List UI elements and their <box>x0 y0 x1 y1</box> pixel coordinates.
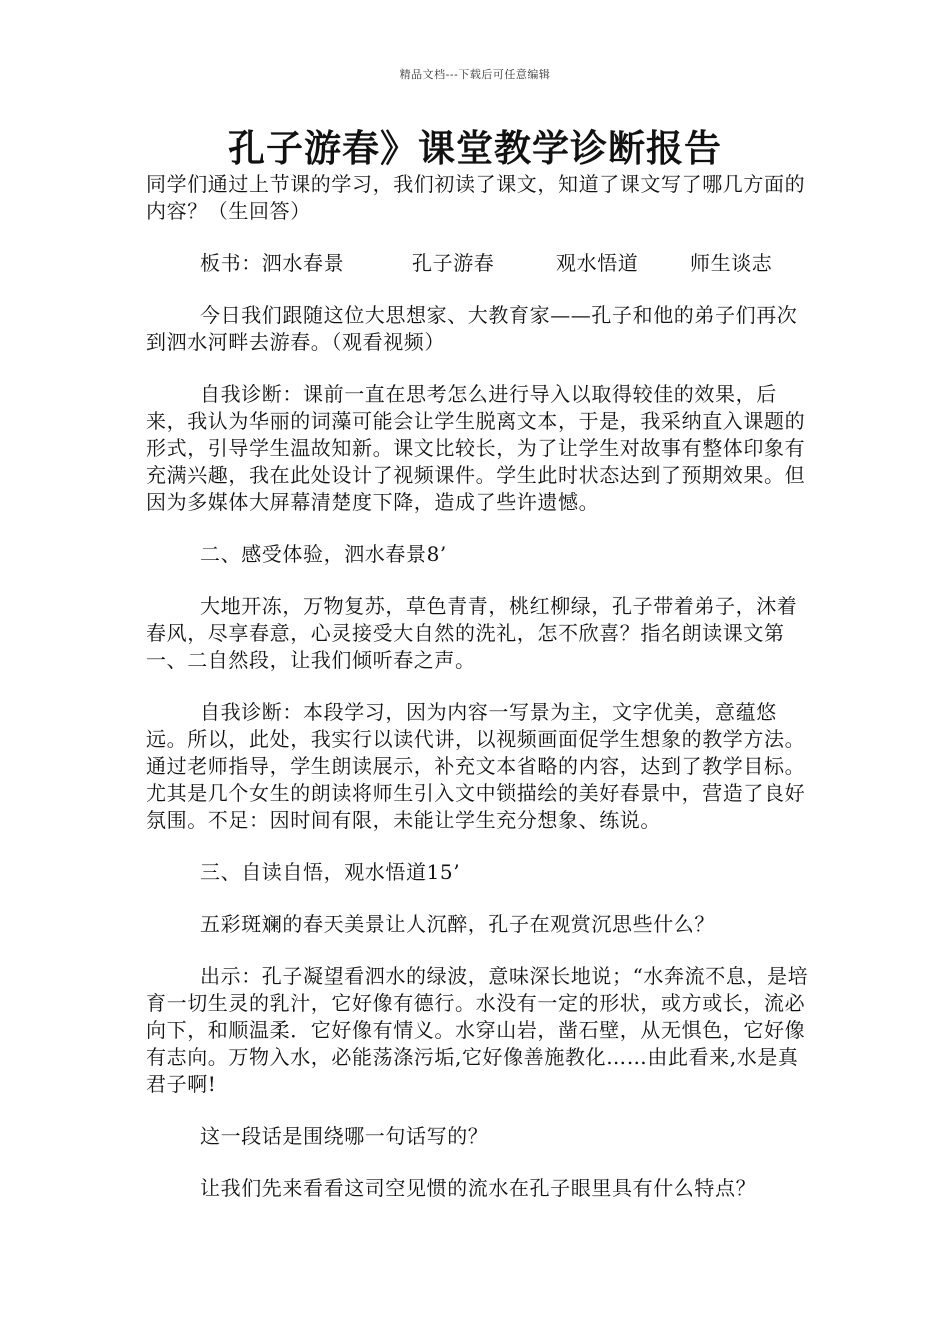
blackboard-outline <box>146 250 810 277</box>
document-body <box>146 171 810 1227</box>
board-item-2: 孔子游春 <box>412 251 495 275</box>
diagnosis-paragraph: 自我诊断：课前一直在思考怎么进行导入以取得较佳的效果，后来，我认为华丽的词藻可能会让学生脱离文本，于是，我采纳直入课题的形式，引导学生温故知新。课文比较长，为了让学生对故事有整体印象有充满兴趣，我在此处设计了视频课件。学生此时状态达到了预期效果。但因为多媒体大屏幕清楚度下降，造成了些许遗憾。 <box>146 382 806 514</box>
document-title: 孔子游春》课堂教学诊断报告 <box>228 126 722 170</box>
board-item-3: 观水悟道 <box>556 251 639 275</box>
quote-paragraph: 出示：孔子凝望看泗水的绿波，意味深长地说；“水奔流不息，是培育一切生灵的乳汁，它好像有德行。水没有一定的形状，或方或长，流必向下，和顺温柔．它好像有情义。水穿山岩，凿石壁，从无惧色，它好像有志向。万物入水，必能荡涤污垢,它好像善施教化……由此看来,水是真君子啊! <box>146 964 809 1096</box>
paragraph: 大地开冻，万物复苏，草色青青，桃红柳绿，孔子带着弟子，沐着春风，尽享春意，心灵接受大自然的洗礼，怎不欣喜？指名朗读课文第一、二自然段，让我们倾听春之声。 <box>146 594 798 672</box>
board-item-4: 师生谈志 <box>690 251 773 275</box>
intro-paragraph: 同学们通过上节课的学习，我们初读了课文，知道了课文写了哪几方面的内容？（生回答） <box>146 172 806 223</box>
diagnosis-paragraph: 自我诊断：本段学习，因为内容一写景为主，文字优美，意蕴悠远。所以，此处，我实行以读代讲，以视频画面促学生想象的教学方法。通过老师指导，学生朗读展示，补充文本省略的内容，达到了教学目标。尤其是几个女生的朗读将师生引入文中锁描绘的美好春景中，营造了良好氛围。不足：因时间有限，未能让学生充分想象、练说。 <box>146 700 806 832</box>
paragraph: 这一段话是围绕哪一句话写的？ <box>200 1124 489 1148</box>
paragraph: 今日我们跟随这位大思想家、大教育家——孔子和他的弟子们再次到泗水河畔去游春。（观看视频） <box>146 303 798 354</box>
section-heading: 二、感受体验，泗水春景8’ <box>200 542 447 566</box>
paragraph: 让我们先来看看这司空见惯的流水在孔子眼里具有什么特点？ <box>200 1176 757 1200</box>
header-note: 精品文档---下载后可任意编辑 <box>399 68 551 81</box>
paragraph: 五彩斑斓的春天美景让人沉醉，孔子在观赏沉思些什么？ <box>200 912 715 936</box>
board-item-1: 板书：泗水春景 <box>200 251 345 275</box>
section-heading: 三、自读自悟，观水悟道15’ <box>200 860 461 884</box>
